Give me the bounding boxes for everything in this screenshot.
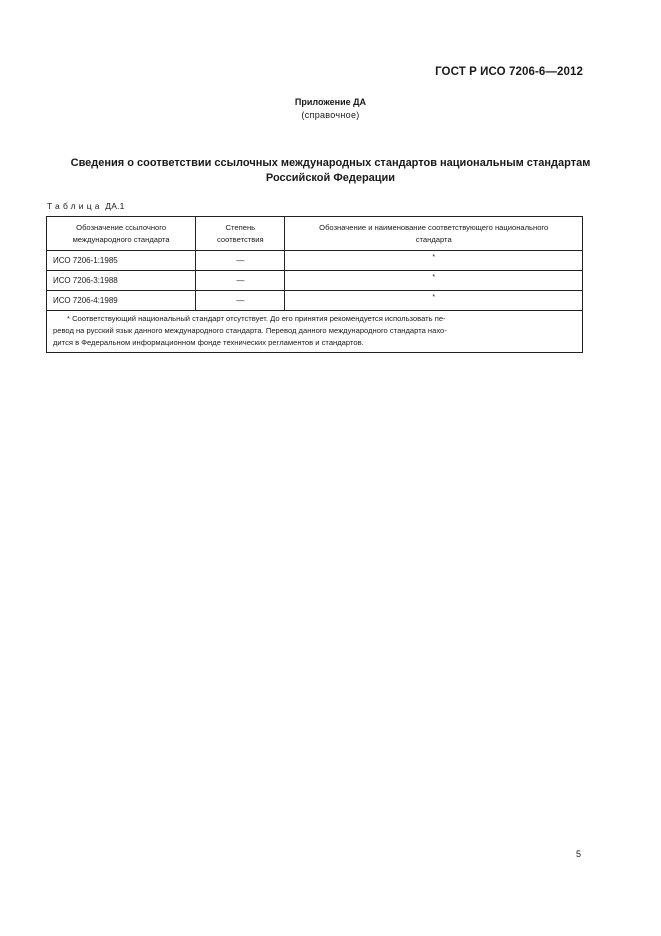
cell-degree: — bbox=[196, 251, 285, 271]
table-caption bbox=[47, 201, 125, 211]
header-col3-line2: стандарта bbox=[415, 234, 452, 244]
annex-title: Приложение ДА bbox=[294, 97, 367, 107]
cell-standard: ИСО 7206-4:1989 bbox=[47, 291, 196, 311]
header-national-standard bbox=[285, 217, 583, 251]
cell-national bbox=[285, 251, 583, 271]
cell-national bbox=[285, 291, 583, 311]
section-title-line1: Сведения о соответствии ссылочных международных стандартов национальным стандартам bbox=[70, 157, 591, 169]
table-footnote bbox=[47, 311, 583, 353]
table-footnote-row bbox=[47, 311, 583, 353]
reference-standards-table bbox=[46, 216, 583, 353]
header-col3-line1: Обозначение и наименование соответствующего национального bbox=[319, 223, 549, 232]
cell-national bbox=[285, 271, 583, 291]
header-degree-of-conformity bbox=[196, 217, 285, 251]
table-caption-number: ДА.1 bbox=[105, 201, 125, 211]
footnote-marker: * bbox=[432, 254, 436, 261]
annex-subtitle: (справочное) bbox=[301, 110, 360, 120]
cell-degree: — bbox=[196, 291, 285, 311]
table-header-row bbox=[47, 217, 583, 251]
footnote-marker: * bbox=[432, 274, 436, 281]
document-code: ГОСТ Р ИСО 7206-6—2012 bbox=[435, 66, 583, 78]
cell-degree: — bbox=[196, 271, 285, 291]
table-row bbox=[47, 291, 583, 311]
section-title bbox=[40, 156, 621, 186]
cell-standard: ИСО 7206-1:1985 bbox=[47, 251, 196, 271]
header-col1-line2: международного стандарта bbox=[72, 234, 170, 244]
header-international-standard bbox=[47, 217, 196, 251]
footnote-marker: * bbox=[432, 294, 436, 301]
section-title-line2: Российской Федерации bbox=[265, 172, 396, 184]
footnote-line1-text: * Соответствующий национальный стандарт отсутствует. До его принятия рекомендуется использовать пе- bbox=[67, 314, 446, 323]
cell-standard: ИСО 7206-3:1988 bbox=[47, 271, 196, 291]
table-caption-prefix: Таблица bbox=[47, 201, 103, 211]
annex-heading bbox=[0, 96, 661, 122]
page-number: 5 bbox=[576, 849, 582, 859]
table-row bbox=[47, 271, 583, 291]
table-row bbox=[47, 251, 583, 271]
footnote-line1 bbox=[53, 313, 576, 325]
footnote-line3: дится в Федеральном информационном фонде технических регламентов и стандартов. bbox=[53, 338, 364, 347]
header-col2-line1: Степень bbox=[225, 223, 256, 232]
header-col2-line2: соответствия bbox=[217, 234, 264, 244]
header-col1-line1: Обозначение ссылочного bbox=[76, 223, 167, 232]
footnote-line2: ревод на русский язык данного международного стандарта. Перевод данного международного стандарта нахо- bbox=[53, 326, 447, 335]
